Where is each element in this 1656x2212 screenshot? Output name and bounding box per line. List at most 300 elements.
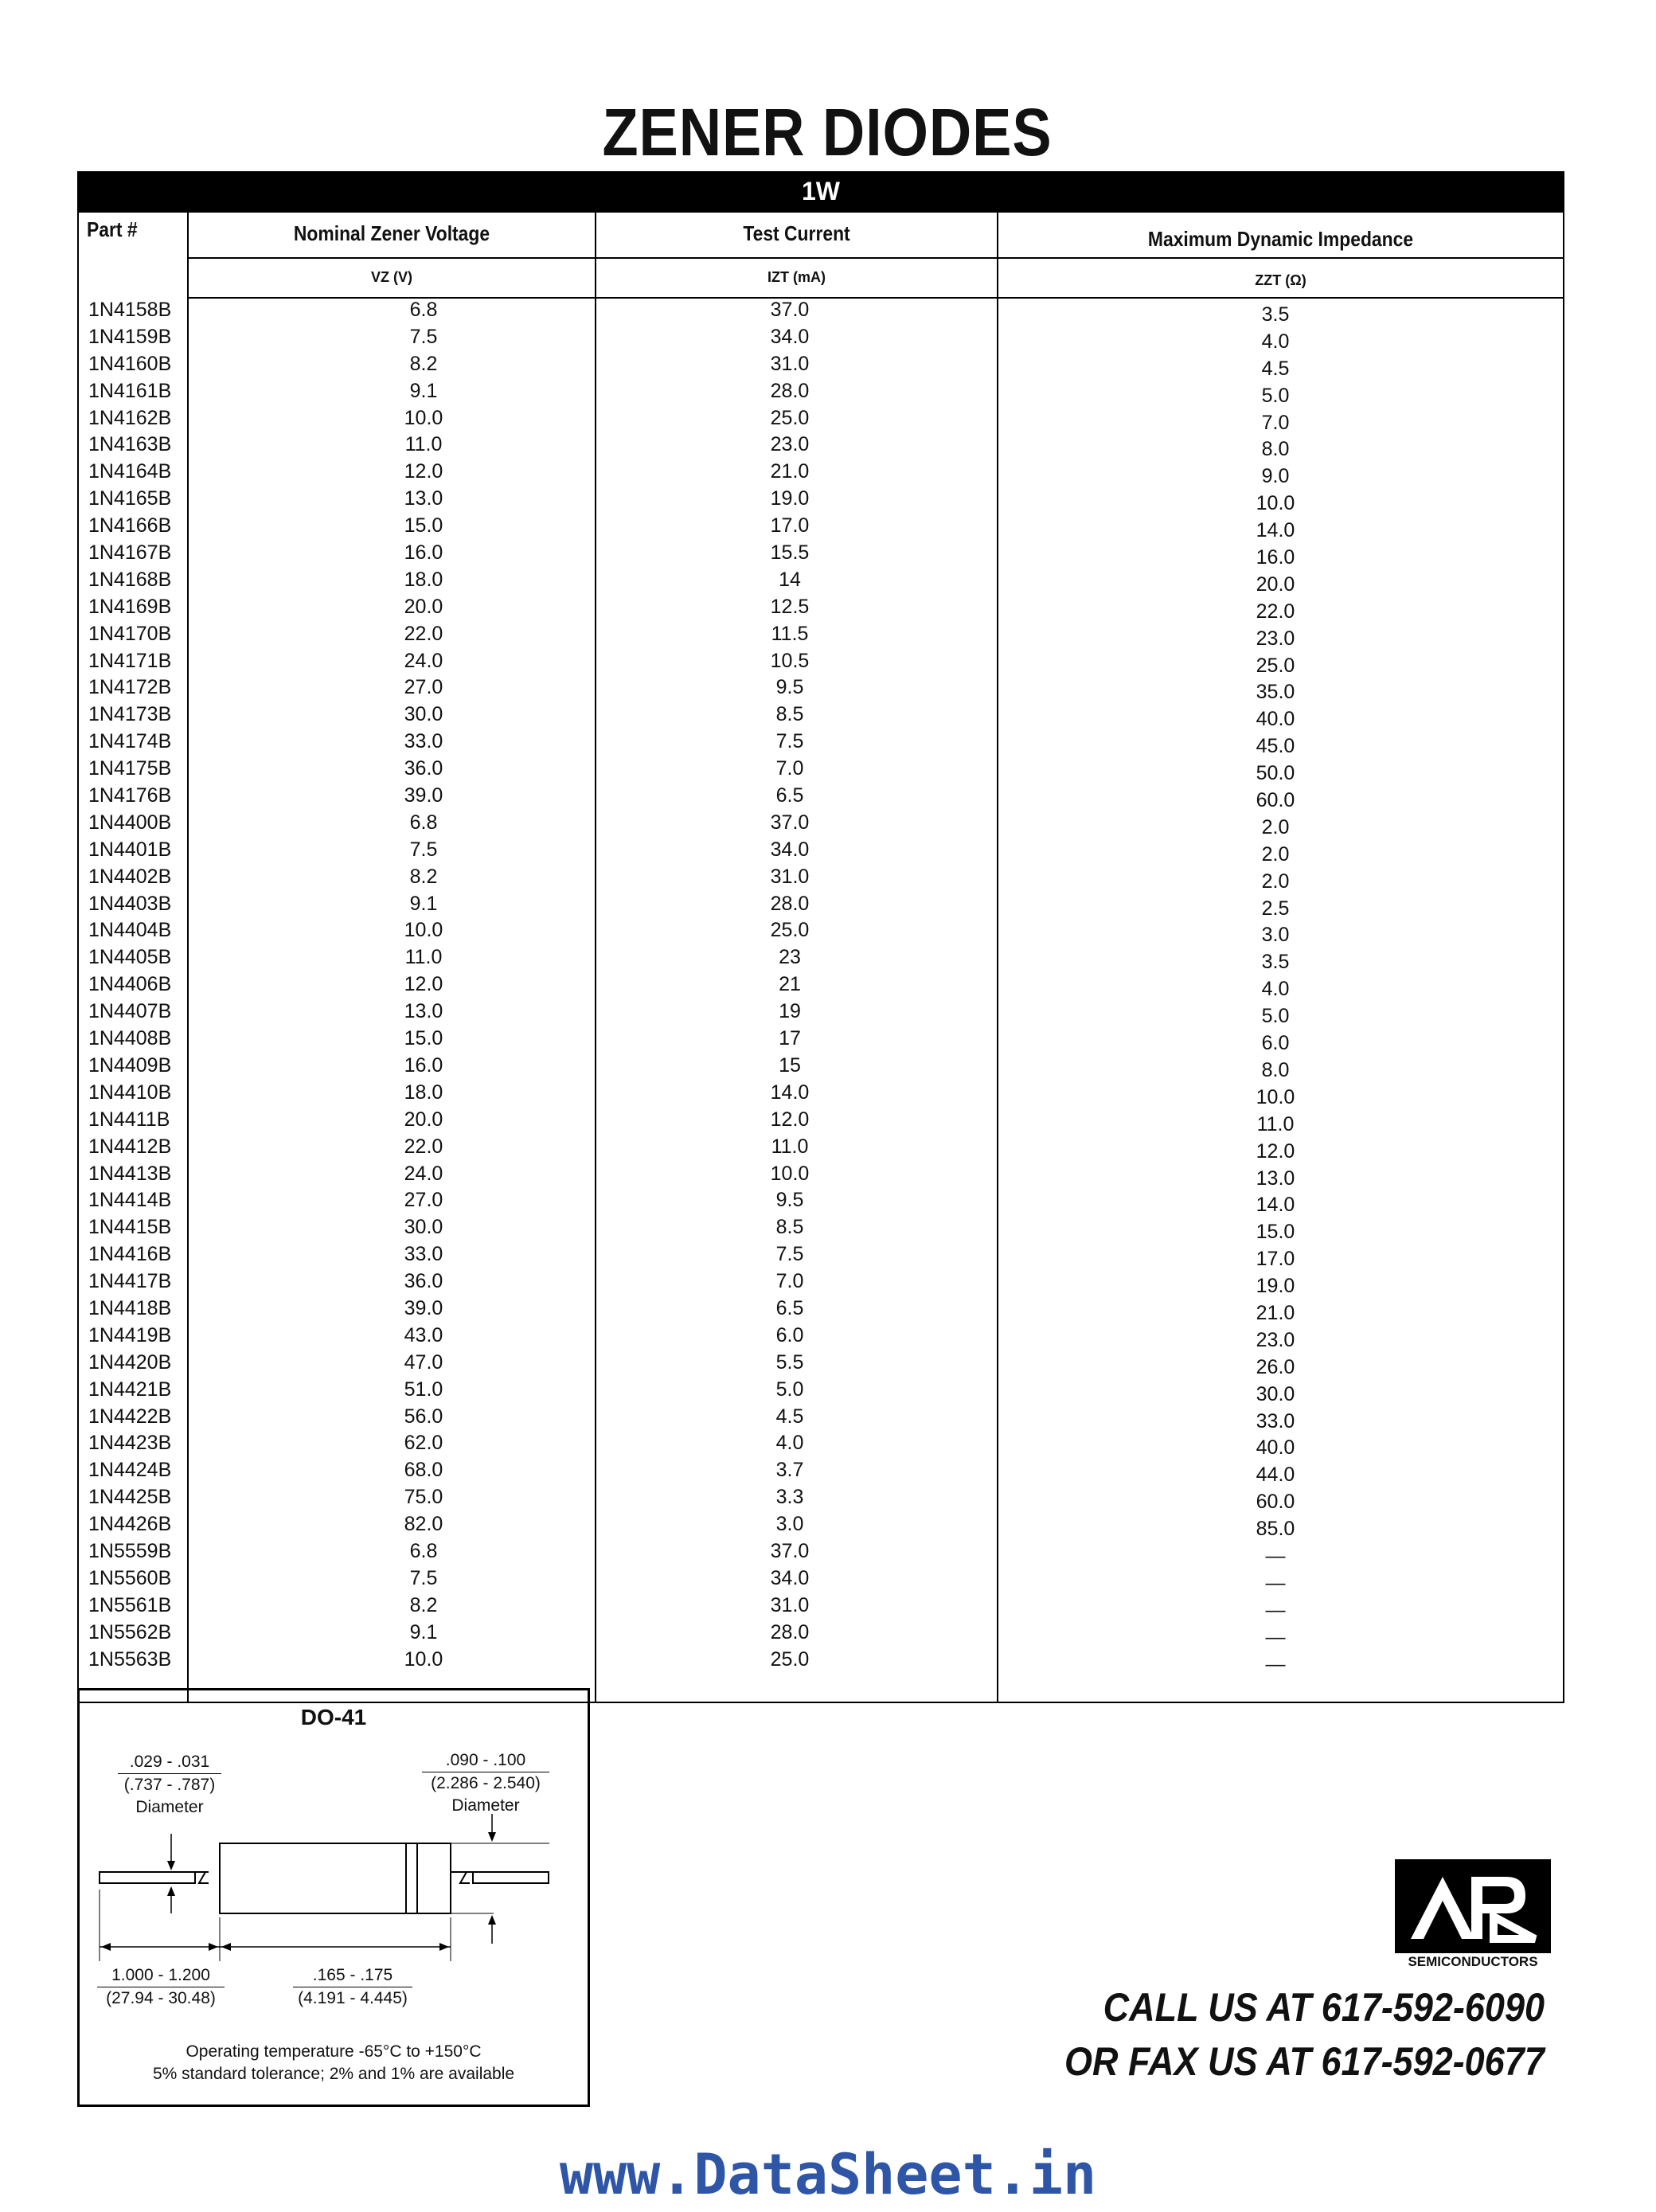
part-number: 1N4159B [88,325,172,348]
table-row [77,1486,1564,1513]
test-current: 9.5 [775,1189,804,1212]
test-current: 17.0 [770,514,810,537]
dynamic-impedance: 17.0 [1256,1248,1295,1271]
table-row [77,299,1564,326]
test-current: 11.5 [771,622,809,645]
dynamic-impedance: 4.0 [1261,330,1290,353]
zener-voltage: 22.0 [404,1135,443,1158]
diode-body [220,1843,451,1913]
zener-voltage: 15.0 [404,1027,443,1050]
zener-voltage: 30.0 [404,703,443,726]
part-number: 1N4168B [88,568,172,591]
part-number: 1N4426B [88,1513,172,1536]
zener-voltage: 33.0 [404,730,443,753]
part-number: 1N4161B [88,379,172,402]
zener-voltage: 12.0 [404,973,443,996]
zener-voltage: 47.0 [404,1350,443,1374]
zener-voltage: 51.0 [404,1378,443,1401]
part-number: 1N5560B [88,1566,172,1589]
package-name: DO-41 [300,1705,367,1729]
table-row [77,784,1564,811]
table-row [77,407,1564,434]
dynamic-impedance: 14.0 [1256,1194,1295,1217]
part-number: 1N4405B [88,946,172,969]
test-current: 11.0 [771,1135,809,1158]
test-current: 28.0 [770,379,810,402]
table-row [77,893,1564,920]
test-current: 25.0 [770,406,810,429]
header-divider [187,257,1563,259]
test-current: 9.5 [775,676,804,699]
test-current: 37.0 [770,1539,810,1562]
part-number: 1N4174B [88,730,172,753]
right-lead-break [451,1872,473,1883]
test-current: 17 [779,1027,801,1050]
dynamic-impedance: 5.0 [1261,1005,1290,1028]
test-current: 14.0 [770,1081,810,1104]
call-number: CALL US AT 617-592-6090 [1103,1985,1545,2030]
body-length-in: .165 - .175 [293,1964,412,1987]
unit-voltage: VZ (V) [371,269,412,285]
body-length-mm: (4.191 - 4.445) [298,1989,408,2007]
part-number: 1N4169B [88,595,172,618]
table-row [77,1027,1564,1054]
part-number: 1N4424B [88,1459,172,1482]
dynamic-impedance: 45.0 [1256,735,1295,758]
tolerance-note: 5% standard tolerance; 2% and 1% are available [152,2065,515,2083]
dynamic-impedance: 3.0 [1261,924,1290,947]
dynamic-impedance: — [1265,1652,1286,1675]
table-row [77,1648,1564,1675]
part-number: 1N4425B [88,1486,172,1509]
test-current: 34.0 [770,838,810,861]
table-row [77,380,1564,407]
part-number: 1N4409B [88,1053,172,1077]
zener-voltage: 56.0 [404,1405,443,1428]
zener-voltage: 22.0 [404,622,443,645]
dynamic-impedance: — [1265,1625,1286,1648]
part-number: 1N4402B [88,865,172,888]
logo-mark-icon [1395,1859,1551,1953]
part-number: 1N4418B [88,1296,172,1319]
zener-voltage: 16.0 [404,541,443,565]
part-number: 1N4160B [88,352,172,375]
zener-voltage: 24.0 [404,1162,443,1185]
test-current: 5.0 [775,1378,804,1401]
test-current: 7.0 [775,1270,804,1293]
test-current: 34.0 [770,1566,810,1589]
dynamic-impedance: 12.0 [1256,1139,1295,1163]
dynamic-impedance: — [1265,1598,1286,1621]
dynamic-impedance: 26.0 [1256,1355,1295,1378]
zener-voltage: 39.0 [404,1296,443,1319]
test-current: 10.0 [770,1162,810,1185]
dynamic-impedance: 44.0 [1256,1464,1295,1487]
dynamic-impedance: 4.0 [1261,978,1290,1001]
zener-voltage: 6.8 [409,1539,438,1562]
test-current: 25.0 [770,1647,810,1671]
part-number: 1N4416B [88,1243,172,1266]
part-number: 1N4175B [88,757,172,780]
table-row [77,650,1564,677]
header-current: Test Current [743,221,850,245]
table-row [77,1540,1564,1567]
lead-length-mm: (27.94 - 30.48) [106,1989,216,2007]
zener-voltage: 9.1 [409,1620,438,1643]
table-row [77,676,1564,703]
test-current: 6.0 [775,1323,804,1346]
dynamic-impedance: 21.0 [1256,1301,1295,1324]
part-number: 1N4162B [88,406,172,429]
test-current: 28.0 [770,1620,810,1643]
left-lead [100,1872,195,1883]
zener-voltage: 9.1 [409,379,438,402]
part-number: 1N4173B [88,703,172,726]
table-row [77,596,1564,623]
test-current: 25.0 [770,919,810,942]
zener-voltage: 10.0 [404,919,443,942]
dynamic-impedance: 6.0 [1261,1032,1290,1055]
test-current: 28.0 [770,892,810,915]
zener-voltage: 8.2 [409,352,438,375]
lead-length-dim [97,1964,225,2010]
table-row [77,1567,1564,1594]
table-row [77,1270,1564,1297]
part-number: 1N4401B [88,838,172,861]
part-number: 1N4421B [88,1378,172,1401]
test-current: 10.5 [770,649,810,672]
table-row [77,353,1564,380]
dynamic-impedance: 16.0 [1256,546,1295,569]
zener-voltage: 7.5 [409,1566,438,1589]
zener-voltage: 6.8 [409,299,438,321]
arrow-icon [439,1943,449,1951]
test-current: 31.0 [770,1593,810,1616]
test-current: 23 [779,946,801,969]
zener-voltage: 75.0 [404,1486,443,1509]
dynamic-impedance: 2.0 [1261,815,1290,838]
zener-voltage: 33.0 [404,1243,443,1266]
zener-voltage: 36.0 [404,1270,443,1293]
dynamic-impedance: 15.0 [1256,1221,1295,1244]
test-current: 12.0 [770,1108,810,1131]
test-current: 23.0 [770,433,810,456]
arrow-icon [488,1915,496,1925]
test-current: 12.5 [770,595,810,618]
zener-voltage: 10.0 [404,1647,443,1671]
zener-voltage: 20.0 [404,1108,443,1131]
test-current: 6.5 [775,784,804,807]
table-row [77,811,1564,838]
arrow-icon [101,1943,111,1951]
header-voltage: Nominal Zener Voltage [293,221,490,245]
test-current: 31.0 [770,352,810,375]
dynamic-impedance: 20.0 [1256,573,1295,596]
table-row [77,1135,1564,1163]
table-row [77,623,1564,650]
dynamic-impedance: 2.0 [1261,870,1290,893]
page-title: ZENER DIODES [602,95,1053,170]
dynamic-impedance: 8.0 [1261,1058,1290,1081]
test-current: 7.5 [775,1243,804,1266]
zener-voltage: 30.0 [404,1216,443,1239]
table-row [77,1432,1564,1459]
watermark: www.DataSheet.in [559,2142,1097,2207]
zener-voltage: 7.5 [409,325,438,348]
dynamic-impedance: 5.0 [1261,384,1290,407]
part-number: 1N4171B [88,649,172,672]
part-number: 1N5559B [88,1539,172,1562]
table-row [77,1163,1564,1190]
part-number: 1N4165B [88,487,172,510]
test-current: 21.0 [770,460,810,483]
zener-voltage: 11.0 [404,433,443,456]
logo-subtitle: SEMICONDUCTORS [1408,1954,1538,1969]
part-number: 1N4404B [88,919,172,942]
test-current: 4.5 [775,1405,804,1428]
part-number: 1N4419B [88,1323,172,1346]
dynamic-impedance: 11.0 [1256,1112,1295,1135]
table-row [77,1054,1564,1081]
table-row [77,1081,1564,1108]
part-number: 1N4172B [88,676,172,699]
lead-diameter-in: .029 - .031 [118,1751,221,1774]
dynamic-impedance: 9.0 [1261,465,1290,488]
table-row [77,946,1564,973]
zener-voltage: 39.0 [404,784,443,807]
dynamic-impedance: 40.0 [1256,1436,1295,1460]
part-number: 1N4166B [88,514,172,537]
dynamic-impedance: — [1265,1571,1286,1594]
table-row [77,1621,1564,1648]
table-row [77,1459,1564,1486]
table-row [77,433,1564,460]
header-part: Part # [87,217,138,241]
dynamic-impedance: 3.5 [1261,951,1290,974]
test-current: 19.0 [770,487,810,510]
test-current: 21 [779,973,801,996]
zener-voltage: 68.0 [404,1459,443,1482]
body-length-dim [293,1964,412,2010]
test-current: 14 [779,568,801,591]
zener-table [77,171,1564,1705]
unit-impedance: ZZT (Ω) [1255,272,1306,288]
table-row [77,757,1564,784]
arrow-icon [488,1832,496,1842]
zener-voltage: 13.0 [404,487,443,510]
zener-voltage: 15.0 [404,514,443,537]
table-row [77,1324,1564,1351]
operating-temperature-note: Operating temperature -65°C to +150°C [186,2042,482,2061]
body-diameter-label: Diameter [451,1796,520,1815]
table-row [77,326,1564,353]
dynamic-impedance: 23.0 [1256,627,1295,650]
dynamic-impedance: 2.0 [1261,842,1290,866]
part-number: 1N4408B [88,1027,172,1050]
test-current: 37.0 [770,811,810,834]
table-row [77,569,1564,596]
lead-diameter-label: Diameter [135,1798,204,1816]
part-number: 1N4164B [88,460,172,483]
table-row [77,1189,1564,1216]
table-row [77,919,1564,946]
table-row [77,973,1564,1000]
zener-voltage: 12.0 [404,460,443,483]
part-number: 1N4400B [88,811,172,834]
dynamic-impedance: 8.0 [1261,438,1290,461]
part-number: 1N4407B [88,1000,172,1023]
test-current: 34.0 [770,325,810,348]
table-row [77,703,1564,730]
test-current: 15.5 [770,541,810,565]
table-row [77,1297,1564,1324]
zener-voltage: 7.5 [409,838,438,861]
lead-length-in: 1.000 - 1.200 [97,1964,225,1987]
dynamic-impedance: 10.0 [1256,492,1295,515]
part-number: 1N5563B [88,1647,172,1671]
package-diagram [77,1688,590,2107]
dynamic-impedance: 3.5 [1261,303,1290,326]
arrow-icon [167,1886,175,1896]
test-current: 7.5 [775,730,804,753]
test-current: 3.7 [775,1459,804,1482]
table-row [77,1351,1564,1378]
left-lead-break [195,1872,209,1883]
table-row [77,1216,1564,1243]
dynamic-impedance: 40.0 [1256,708,1295,731]
part-number: 1N4403B [88,892,172,915]
dynamic-impedance: 50.0 [1256,762,1295,785]
lead-diameter-mm: (.737 - .787) [123,1776,216,1794]
part-number: 1N4422B [88,1405,172,1428]
table-row [77,514,1564,541]
arrow-icon [221,1943,231,1951]
dynamic-impedance: 14.0 [1256,519,1295,542]
zener-voltage: 8.2 [409,1593,438,1616]
dynamic-impedance: 35.0 [1256,681,1295,704]
table-row [77,730,1564,757]
table-row [77,1378,1564,1405]
test-current: 37.0 [770,299,810,321]
fax-number: OR FAX US AT 617-592-0677 [1064,2039,1545,2084]
test-current: 8.5 [775,1216,804,1239]
table-row [77,1594,1564,1621]
zener-voltage: 27.0 [404,676,443,699]
table-row [77,1243,1564,1270]
header-impedance: Maximum Dynamic Impedance [1147,227,1414,251]
test-current: 7.0 [775,757,804,780]
table-row [77,487,1564,514]
part-number: 1N4158B [88,299,172,321]
test-current: 15 [779,1053,801,1077]
zener-voltage: 18.0 [404,568,443,591]
zener-voltage: 10.0 [404,406,443,429]
apd-logo [1395,1859,1551,1953]
zener-voltage: 24.0 [404,649,443,672]
part-number: 1N4417B [88,1270,172,1293]
unit-current: IZT (mA) [767,269,826,285]
test-current: 5.5 [775,1350,804,1374]
dynamic-impedance: 4.5 [1261,357,1290,380]
test-current: 3.3 [775,1486,804,1509]
zener-voltage: 82.0 [404,1513,443,1536]
dynamic-impedance: 13.0 [1256,1167,1295,1190]
part-number: 1N4176B [88,784,172,807]
table-body [77,299,1564,1675]
zener-voltage: 8.2 [409,865,438,888]
part-number: 1N4410B [88,1081,172,1104]
part-number: 1N4420B [88,1350,172,1374]
zener-voltage: 27.0 [404,1189,443,1212]
table-row [77,460,1564,487]
dynamic-impedance: 22.0 [1256,600,1295,623]
test-current: 19 [779,1000,801,1023]
table-row [77,1513,1564,1540]
part-number: 1N4406B [88,973,172,996]
body-diameter-in: .090 - .100 [422,1749,549,1772]
zener-voltage: 62.0 [404,1432,443,1455]
dynamic-impedance: 19.0 [1256,1275,1295,1298]
test-current: 6.5 [775,1296,804,1319]
part-number: 1N4411B [88,1108,170,1131]
dynamic-impedance: 85.0 [1256,1518,1295,1541]
table-row [77,1000,1564,1027]
table-row [77,838,1564,866]
dynamic-impedance: 7.0 [1261,411,1290,434]
part-number: 1N4423B [88,1432,172,1455]
dynamic-impedance: — [1265,1544,1286,1567]
body-diameter-mm: (2.286 - 2.540) [431,1774,541,1792]
dynamic-impedance: 23.0 [1256,1328,1295,1351]
part-number: 1N4170B [88,622,172,645]
zener-voltage: 18.0 [404,1081,443,1104]
part-number: 1N5562B [88,1620,172,1643]
zener-voltage: 13.0 [404,1000,443,1023]
test-current: 8.5 [775,703,804,726]
table-row [77,1405,1564,1432]
power-rating-band: 1W [77,171,1564,211]
zener-voltage: 16.0 [404,1053,443,1077]
part-number: 1N4414B [88,1189,172,1212]
table-row [77,866,1564,893]
dynamic-impedance: 60.0 [1256,1491,1295,1514]
part-number: 1N4413B [88,1162,172,1185]
zener-voltage: 36.0 [404,757,443,780]
part-number: 1N4415B [88,1216,172,1239]
zener-voltage: 11.0 [404,946,443,969]
table-row [77,541,1564,569]
part-number: 1N4412B [88,1135,172,1158]
dynamic-impedance: 33.0 [1256,1409,1295,1432]
zener-voltage: 43.0 [404,1323,443,1346]
test-current: 3.0 [775,1513,804,1536]
dynamic-impedance: 10.0 [1256,1085,1295,1108]
part-number: 1N4167B [88,541,172,565]
dynamic-impedance: 2.5 [1261,897,1290,920]
zener-voltage: 20.0 [404,595,443,618]
part-number: 1N5561B [88,1593,172,1616]
zener-voltage: 6.8 [409,811,438,834]
zener-voltage: 9.1 [409,892,438,915]
arrow-icon [209,1943,218,1951]
right-lead [473,1872,549,1883]
dynamic-impedance: 25.0 [1256,654,1295,677]
part-number: 1N4163B [88,433,172,456]
table-row [77,1108,1564,1135]
arrow-icon [167,1861,175,1870]
dynamic-impedance: 60.0 [1256,789,1295,812]
test-current: 4.0 [775,1432,804,1455]
